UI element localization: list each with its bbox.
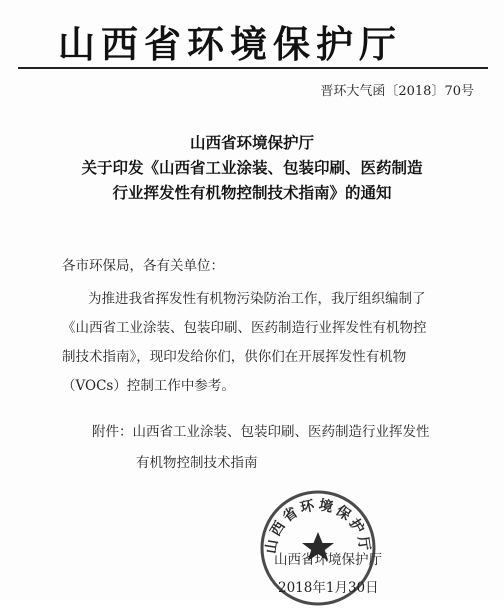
body-para-line-4: （VOCs）控制工作中参考。 (62, 378, 235, 394)
seal-text: 山西省环境保护厅 (263, 497, 373, 555)
signature-org: 山西省环境保护厅 (274, 552, 382, 568)
header-rule (18, 67, 488, 69)
attachment-line-2: 有机物控制技术指南 (136, 455, 258, 471)
subject-line-1: 山西省环境保护厅 (189, 133, 314, 152)
attachment-line-1: 附件：山西省工业涂装、包装印刷、医药制造行业挥发性 (92, 424, 430, 440)
header-org-title: 山西省环境保护厅 (58, 23, 402, 66)
body-para-line-1: 为推进我省挥发性有机物污染防治工作，我厅组织编制了 (88, 291, 426, 307)
subject-line-3: 行业挥发性有机物控制技术指南》的通知 (112, 183, 392, 202)
doc-number: 晋环大气函〔2018〕70号 (320, 84, 474, 99)
salutation: 各市环保局，各有关单位： (62, 258, 224, 274)
subject-line-2: 关于印发《山西省工业涂装、包装印刷、医药制造 (81, 158, 423, 177)
subject-title (0, 130, 504, 205)
body-para-line-3: 制技术指南》，现印发给你们，供你们在开展挥发性有机物 (62, 349, 407, 365)
signature-date: 2018年1月30日 (278, 580, 379, 596)
body-para-line-2: 《山西省工业涂装、包装印刷、医药制造行业挥发性有机物控 (62, 320, 427, 336)
